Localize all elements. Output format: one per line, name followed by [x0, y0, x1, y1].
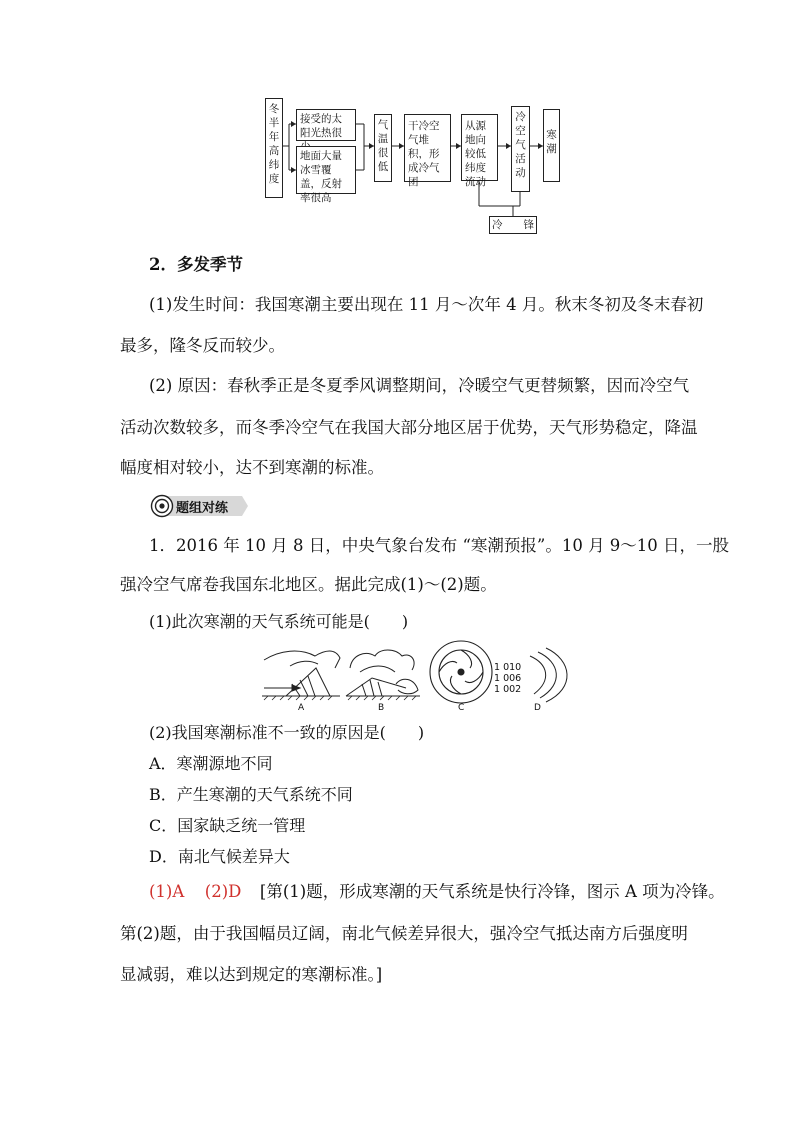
option-c: C．国家缺乏统一管理	[149, 816, 306, 835]
figure-label: A	[298, 703, 305, 713]
question-stem-line: 强冷空气席卷我国东北地区。据此完成(1)～(2)题。	[120, 575, 497, 594]
answer-2: (2)D	[204, 882, 242, 901]
flow-front-text: 冷 锋	[492, 219, 534, 231]
figure-label: C	[458, 703, 465, 713]
answer-explanation: [第(1)题，形成寒潮的天气系统是快行冷锋，图示 A 项为冷锋。	[259, 882, 725, 901]
answer-1: (1)A	[149, 882, 185, 901]
flow-cold-char: 空	[515, 125, 526, 137]
isobar-label: 1 010	[494, 662, 522, 673]
figure-label: D	[534, 703, 541, 713]
flow-cause2-text: 地面大量冰雪覆盖，反射率很高	[300, 150, 342, 204]
answer-explanation-line: 显减弱，难以达到规定的寒潮标准。]	[120, 965, 383, 984]
figure-a-cold-front	[262, 651, 340, 696]
paragraph-line: 最多，隆冬反而较少。	[120, 336, 285, 355]
flow-result-char: 潮	[546, 143, 557, 155]
question-stem-line: 1．2016 年 10 月 8 日，中央气象台发布 “寒潮预报”。10 月 9～10 日，一股	[149, 536, 730, 555]
flow-start-char: 半	[268, 117, 280, 129]
flow-temp-char: 温	[377, 133, 389, 145]
flow-start-char: 年	[268, 131, 280, 143]
figure-label: B	[378, 703, 385, 713]
figure-d-isobars	[530, 648, 567, 702]
flow-cause1-text: 接受的太阳光热很	[300, 113, 342, 139]
question-2: (2)我国寒潮标准不一致的原因是( )	[149, 723, 425, 742]
flow-cold-char: 气	[515, 139, 526, 151]
flow-start-char: 高	[268, 145, 280, 157]
section-heading: 2．多发季节	[149, 255, 243, 274]
answer-explanation-line: 第(2)题，由于我国幅员辽阔，南北气候差异很大，强冷空气抵达南方后强度明	[120, 924, 688, 943]
flow-result-char: 寒	[546, 129, 557, 141]
flow-start-char: 冬	[268, 103, 280, 115]
ground-hatch-b	[348, 696, 416, 700]
option-d: D．南北气候差异大	[149, 847, 290, 866]
paragraph-line: (2) 原因：春秋季正是冬夏季风调整期间，冷暖空气更替频繁，因而冷空气	[149, 376, 690, 395]
flow-temp-char: 气	[377, 119, 389, 131]
answer-line	[149, 882, 725, 902]
paragraph-line: 幅度相对较小，达不到寒潮的标准。	[120, 458, 384, 477]
flow-cold-char: 动	[515, 167, 526, 179]
isobar-label: 1 002	[494, 684, 522, 695]
flow-airmass-text: 干冷空气堆积，形成冷气团	[408, 120, 440, 188]
paragraph-line: 活动次数较多，而冬季冷空气在我国大部分地区居于优势，天气形势稳定，降温	[120, 418, 698, 437]
badge-label: 题组对练	[176, 501, 229, 516]
flow-start-char: 度	[268, 173, 280, 185]
option-b: B．产生寒潮的天气系统不同	[149, 785, 353, 804]
option-a: A．寒潮源地不同	[149, 754, 273, 773]
question-1: (1)此次寒潮的天气系统可能是( )	[149, 612, 409, 631]
paragraph-line: (1)发生时间：我国寒潮主要出现在 11 月～次年 4 月。秋末冬初及冬末春初	[149, 295, 704, 314]
ground-hatch-a	[264, 696, 332, 700]
figure-b-warm-front	[346, 650, 420, 696]
isobar-label: 1 006	[494, 673, 522, 684]
flow-cold-char: 活	[515, 153, 526, 165]
flow-start-char: 纬	[268, 159, 280, 171]
flow-move-text: 从源地向较低纬度流动	[465, 120, 486, 188]
figure-c-cyclone	[430, 641, 492, 703]
flow-temp-char: 低	[377, 161, 389, 173]
flow-temp-char: 很	[377, 147, 389, 159]
flow-cold-char: 冷	[515, 111, 526, 123]
